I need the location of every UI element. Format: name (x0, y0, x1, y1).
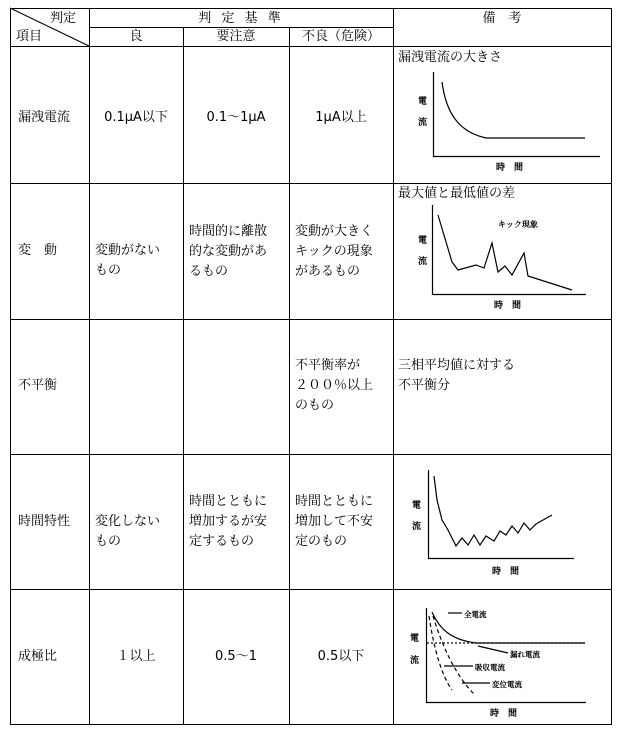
row-bad-fluctuation (295, 222, 373, 282)
remark-fluctuation: 最大値と最低値の差 (398, 186, 516, 201)
axis-x-label: 時 間 (496, 163, 524, 173)
text-line: キックの現象 (295, 244, 373, 259)
text-line: ２００％以上 (295, 378, 374, 393)
text-line: 変動が大きく (295, 224, 374, 239)
total-current-label: 全電流 (464, 610, 487, 619)
header-judgement: 判定 (50, 11, 77, 26)
axis-x-label: 時 間 (492, 567, 520, 577)
axis-y-char1: 電 (412, 501, 422, 511)
row-caution-leakage: 0.1～1μA (206, 110, 266, 125)
text-line: るもの (189, 264, 229, 279)
text-line: があるもの (295, 264, 361, 279)
axis-x-label: 時 間 (494, 301, 522, 311)
row-bad-imbalance (295, 356, 373, 416)
kick-label: キック現象 (498, 220, 538, 229)
text-line: 増加するが安 (189, 514, 268, 529)
text-line: 増加して不安 (295, 514, 374, 529)
text-line: 時間とともに (295, 494, 374, 509)
row-item-leakage: 漏洩電流 (18, 110, 71, 125)
remark-leakage: 漏洩電流の大きさ (398, 50, 503, 65)
text-line: 定するもの (189, 534, 255, 549)
text-line: 定のもの (295, 534, 348, 549)
row-bad-polarization-index: 0.5以下 (317, 649, 365, 664)
row-good-time-characteristic (95, 512, 160, 552)
leak-current-label: 漏れ電流 (510, 650, 540, 659)
axis-y-char2: 流 (418, 118, 428, 128)
header-bad: 不良（危険） (301, 29, 380, 44)
absorb-current-label: 吸収電流 (475, 663, 505, 672)
row-good-polarization-index: １以上 (116, 649, 156, 664)
remark-imbalance (398, 356, 515, 396)
row-bad-time-characteristic (295, 492, 373, 552)
text-line: もの (95, 534, 122, 549)
displacement-current-label: 変位電流 (492, 680, 522, 689)
header-item: 項目 (16, 29, 43, 44)
axis-y-char2: 流 (410, 656, 420, 666)
text-line: のもの (295, 398, 335, 413)
axis-y-char1: 電 (410, 634, 420, 644)
text-line: 不平衡率が (295, 358, 361, 373)
text-line: 変動がない (95, 243, 161, 258)
text-line: 的な変動があ (189, 244, 268, 259)
row-item-time-characteristic: 時間特性 (18, 514, 71, 529)
axis-y-char2: 流 (412, 522, 422, 532)
row-bad-leakage: 1μA以上 (315, 110, 367, 125)
axis-y-char1: 電 (418, 236, 428, 246)
text-line: 変化しない (95, 514, 161, 529)
row-good-leakage: 0.1μA以下 (104, 110, 168, 125)
text-line: 不平衡分 (398, 378, 451, 393)
text-line: もの (95, 263, 122, 278)
axis-y-char1: 電 (418, 97, 428, 107)
header-good: 良 (129, 29, 143, 44)
row-caution-fluctuation (189, 222, 267, 282)
axis-y-char2: 流 (418, 257, 428, 267)
header-caution: 要注意 (216, 29, 256, 44)
header-remarks: 備 考 (482, 11, 522, 26)
row-item-fluctuation: 変 動 (18, 243, 58, 258)
row-item-imbalance: 不平衡 (18, 378, 58, 393)
axis-x-label: 時 間 (490, 709, 518, 719)
text-line: 時間的に離散 (189, 224, 268, 239)
row-good-fluctuation (95, 241, 160, 281)
text-line: 時間とともに (189, 494, 268, 509)
header-criteria: 判 定 基 準 (198, 11, 284, 26)
row-caution-time-characteristic (189, 492, 267, 552)
text-line: 三相平均値に対する (398, 358, 516, 373)
row-item-polarization-index: 成極比 (18, 649, 58, 664)
row-caution-polarization-index: 0.5～1 (215, 649, 257, 664)
